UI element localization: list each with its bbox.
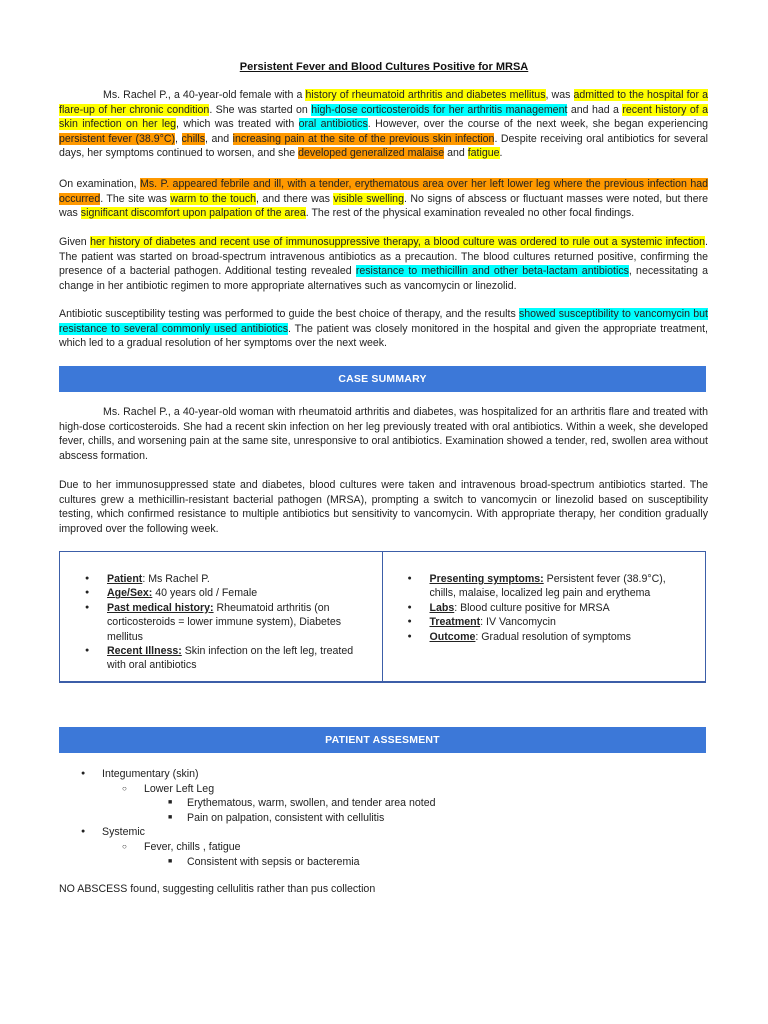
- list-item-systemic: [59, 825, 709, 840]
- case-summary-heading: CASE SUMMARY: [338, 373, 427, 385]
- text-run: . No signs of abscess or fluctuant masses were noted, but there was: [59, 192, 709, 220]
- list-item-label: Erythematous, warm, swollen, and tender area noted: [187, 797, 436, 810]
- case-summary-paragraph-1: Ms. Rachel P., a 40-year-old woman with rheumatoid arthritis and diabetes, was hospitalized for an arthritis flare and treated with high-dose corticosteroids. She had a recent skin infection on her leg previously treated with oral antibiotics. Within a week, she developed fever, chills, and worsening pain at the same site, unresponsive to oral antibiotics. Examination showed a tender, red, swollen area without abscess formation.: [59, 406, 708, 462]
- value-treatment: : IV Vancomycin: [480, 616, 556, 629]
- list-item-label: Systemic: [102, 826, 145, 839]
- case-summary-paragraph-2: Due to her immunosuppressed state and diabetes, blood cultures were taken and intravenous broad-spectrum antibiotics started. The cultures grew a methicillin-resistant bacterial pathogen (MRSA), prompting a switch to vancomycin or linezolid based on susceptibility testing, which confirmed resistance to multiple antibiotics but sensitivity to vancomycin. With appropriate therapy, her condition gradually improved over the following week.: [59, 479, 708, 535]
- label-outcome: Outcome: [429, 630, 476, 643]
- text-run: . The site was: [100, 192, 171, 205]
- label-treatment: Treatment: [429, 616, 481, 629]
- value-recent-illness: Skin infection on the left leg, treated with oral antibiotics: [107, 645, 354, 672]
- list-item-past-medical-history: [107, 601, 372, 644]
- text-run: Ms. Rachel P., a 40-year-old female with a: [103, 89, 306, 101]
- patient-assessment-heading: PATIENT ASSESMENT: [325, 734, 440, 746]
- text-run: and: [444, 147, 468, 160]
- value-presenting-symptoms: Persistent fever (38.9°C), chills, malaise, localized leg pain and erythema: [429, 573, 666, 600]
- value-outcome: : Gradual resolution of symptoms: [475, 630, 631, 643]
- value-labs: : Blood culture positive for MRSA: [454, 601, 610, 614]
- text-run: On examination,: [59, 178, 141, 190]
- list-item-outcome: [430, 630, 696, 644]
- text-run: , was: [545, 89, 574, 101]
- case-paragraph-examination: [59, 177, 708, 221]
- label-recent-illness: Recent Illness:: [107, 645, 182, 658]
- text-run: , which was treated with: [176, 118, 299, 131]
- text-run: . Despite receiving oral antibiotics for several days, her symptoms continued to worsen, and she: [59, 132, 708, 160]
- highlight-yellow: visible swelling: [333, 192, 404, 205]
- circle-bullet-icon: ○: [122, 841, 127, 851]
- value-age-sex: 40 years old / Female: [152, 587, 258, 600]
- text-run: ,: [175, 132, 182, 145]
- list-item-age-sex: [107, 586, 372, 600]
- list-item-label: Fever, chills , fatigue: [144, 840, 241, 853]
- square-bullet-icon: ■: [168, 813, 173, 821]
- list-item-recent-illness: [107, 644, 372, 673]
- text-run: and had a: [567, 103, 623, 116]
- patient-assessment-list: [59, 767, 709, 869]
- document-title: Persistent Fever and Blood Cultures Positive for MRSA: [239, 61, 529, 73]
- highlight-orange: Ms. P. appeared febrile and ill, with a tender, erythematous area over her left lower leg where the previous infection had occurred: [59, 178, 708, 205]
- highlight-yellow: significant discomfort upon palpation of the area: [80, 207, 306, 220]
- square-bullet-icon: ■: [168, 857, 173, 865]
- case-paragraph-history: [59, 88, 708, 161]
- text-run: , necessitating a change in her antibiotic regimen to more appropriate alternatives such as vancomycin or linezolid.: [59, 265, 708, 292]
- highlight-orange: persistent fever (38.9°C): [59, 132, 176, 145]
- case-summary-banner: [59, 366, 706, 392]
- text-run: . She was started on: [209, 103, 312, 116]
- text-run: , and there was: [256, 192, 334, 205]
- label-past-medical-history: Past medical history:: [107, 601, 214, 614]
- list-item-label: Lower Left Leg: [144, 782, 215, 795]
- text-run: Given: [59, 236, 91, 248]
- highlight-cyan: oral antibiotics: [298, 118, 368, 131]
- highlight-orange: developed generalized malaise: [298, 147, 445, 160]
- list-item-treatment: [430, 615, 696, 629]
- list-item-patient: [107, 572, 372, 586]
- patient-summary-right-column: [383, 552, 706, 681]
- highlight-yellow: warm to the touch: [170, 192, 257, 205]
- circle-bullet-icon: ○: [122, 783, 127, 793]
- text-run: . The patient was started on broad-spectrum intravenous antibiotics as a precaution. The blood cultures returned positive, confirming the presence of a bacterial pathogen. Additional testing revealed: [59, 236, 708, 278]
- value-past-medical-history: Rheumatoid arthritis (on corticosteroids = lower immune system), Diabetes mellitus: [107, 601, 342, 643]
- highlight-yellow: her history of diabetes and recent use of immunosuppressive therapy, a blood culture was ordered to rule out a systemic infection: [90, 236, 706, 248]
- text-run: .: [499, 147, 503, 160]
- label-age-sex: Age/Sex:: [107, 587, 153, 600]
- text-run: . The patient was closely monitored in the hospital and given the appropriate treatment, which led to a gradual resolution of her symptoms over the next week.: [59, 322, 709, 350]
- text-run: Antibiotic susceptibility testing was performed to guide the best choice of therapy, and the results: [59, 308, 519, 320]
- text-run: , and: [205, 132, 233, 145]
- label-patient: Patient: [107, 573, 143, 585]
- square-bullet-icon: ■: [168, 799, 173, 807]
- list-item-fever-chills-fatigue: [59, 840, 709, 855]
- list-item-integumentary: [59, 767, 709, 782]
- patient-summary-left-column: [60, 552, 383, 681]
- list-item-label: Integumentary (skin): [102, 768, 199, 780]
- case-paragraph-susceptibility: [59, 307, 708, 351]
- highlight-yellow: fatigue: [467, 147, 500, 160]
- disc-bullet-icon: ●: [81, 828, 86, 836]
- clinical-details-list: [393, 572, 696, 644]
- list-item-lower-left-leg: [59, 782, 709, 797]
- highlight-orange: chills: [181, 132, 206, 145]
- text-run: . However, over the course of the next week, she began experiencing: [367, 118, 709, 131]
- patient-details-list: [70, 572, 372, 673]
- assessment-conclusion: NO ABSCESS found, suggesting cellulitis rather than pus collection: [59, 883, 376, 895]
- highlight-yellow: history of rheumatoid arthritis and diabetes mellitus: [305, 89, 546, 101]
- label-labs: Labs: [429, 601, 455, 614]
- highlight-cyan: high-dose corticosteroids for her arthritis management: [311, 103, 568, 116]
- list-item-finding: [59, 855, 709, 870]
- list-item-finding: [59, 796, 709, 811]
- text-run: . The rest of the physical examination revealed no other focal findings.: [305, 207, 635, 220]
- patient-assessment-banner: [59, 727, 706, 753]
- case-paragraph-blood-culture: [59, 235, 708, 293]
- patient-summary-table: [59, 551, 706, 683]
- list-item-label: Consistent with sepsis or bacteremia: [187, 855, 360, 868]
- list-item-labs: [430, 601, 696, 615]
- list-item-label: Pain on palpation, consistent with cellulitis: [187, 811, 385, 824]
- highlight-cyan: resistance to methicillin and other beta-lactam antibiotics: [355, 265, 629, 278]
- highlight-yellow: admitted to the hospital for a flare-up of her chronic condition: [59, 89, 708, 116]
- disc-bullet-icon: ●: [81, 770, 86, 777]
- highlight-yellow: recent history of a skin infection on her leg: [59, 103, 708, 131]
- label-presenting-symptoms: Presenting symptoms:: [429, 573, 544, 585]
- value-patient: : Ms Rachel P.: [142, 573, 210, 585]
- list-item-finding: [59, 811, 709, 826]
- highlight-orange: increasing pain at the site of the previous skin infection: [232, 132, 495, 145]
- highlight-cyan: showed susceptibility to vancomycin but resistance to several commonly used antibiotics: [59, 308, 708, 335]
- list-item-presenting-symptoms: [430, 572, 696, 601]
